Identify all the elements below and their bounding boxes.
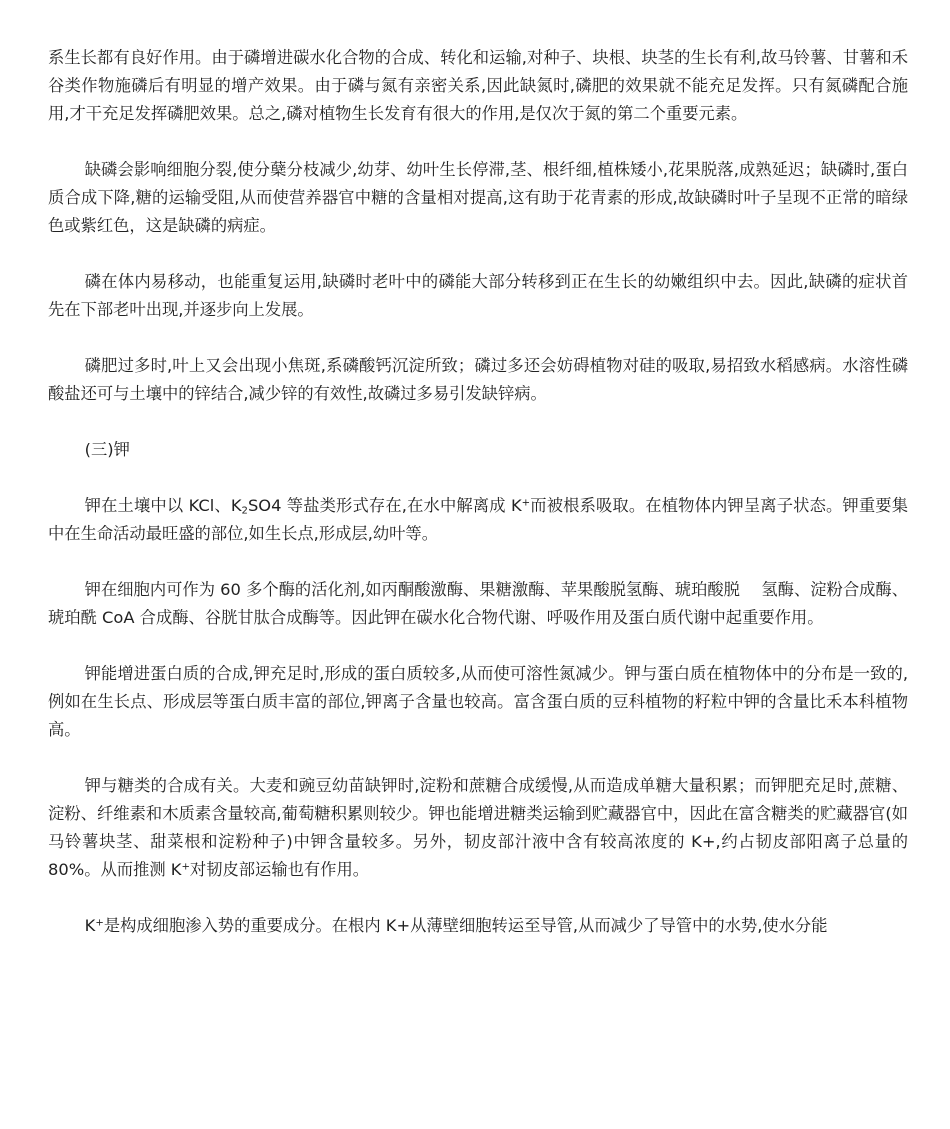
paragraph-potassium-enzymes: 钾在细胞内可作为 60 多个酶的活化剂,如丙酮酸激酶、果糖激酶、苹果酸脱氢酶、琥珀酸脱 氢酶、淀粉合成酶、琥珀酰 CoA 合成酶、谷胱甘肽合成酶等。因此钾在碳水化合物代谢、呼吸作用及蛋白质代谢中起重要作用。	[48, 580, 908, 627]
document-page	[48, 44, 908, 968]
paragraph-phosphorus-deficiency: 缺磷会影响细胞分裂,使分蘖分枝减少,幼芽、幼叶生长停滞,茎、根纤细,植株矮小,花果脱落,成熟延迟；缺磷时,蛋白质合成下降,糖的运输受阻,从而使营养器官中糖的含量相对提高,这有助于花青素的形成,故缺磷时叶子呈现不正常的暗绿色或紫红色，这是缺磷的病症。	[48, 160, 908, 235]
superscript: +	[95, 917, 104, 929]
paragraph-potassium-osmotic	[48, 912, 908, 940]
superscript: +	[521, 497, 531, 509]
paragraph-potassium-soil	[48, 492, 908, 548]
text-run: 是构成细胞渗入势的重要成分。在根内 K+从薄壁细胞转运至导管,从而减少了导管中的水势,使水分能	[103, 916, 828, 935]
paragraph-phosphorus-role: 系生长都有良好作用。由于磷增进碳水化合物的合成、转化和运输,对种子、块根、块茎的生长有利,故马铃薯、甘薯和禾谷类作物施磷后有明显的增产效果。由于磷与氮有亲密关系,因此缺氮时,磷肥的效果就不能充足发挥。只有氮磷配合施用,才干充足发挥磷肥效果。总之,磷对植物生长发育有很大的作用,是仅次于氮的第二个重要元素。	[48, 48, 908, 123]
superscript: +	[181, 861, 190, 873]
text-run: K	[84, 916, 96, 935]
text-run: 钾与糖类的合成有关。大麦和豌豆幼苗缺钾时,淀粉和蔗糖合成缓慢,从而造成单糖大量积累；而钾肥充足时,蔗糖、淀粉、纤维素和木质素含量较高,葡萄糖积累则较少。钾也能增进糖类运输到贮藏器官中，因此在富含糖类的贮藏器官(如马铃薯块茎、甜菜根和淀粉种子)中钾含量较多。另外，韧皮部汁液中含有较高浓度的 K+,约占韧皮部阳离子总量的 80%。从而推测 K	[48, 776, 908, 879]
subscript: 2	[241, 505, 248, 517]
text-run: 对韧皮部运输也有作用。	[189, 860, 370, 879]
text-run: 而被根系吸取。在植物体内钾呈离子状态。钾重要集中在生命活动最旺盛的部位,如生长点,形成层,幼叶等。	[48, 496, 908, 543]
paragraph-phosphorus-mobility: 磷在体内易移动，也能重复运用,缺磷时老叶中的磷能大部分转移到正在生长的幼嫩组织中去。因此,缺磷的症状首先在下部老叶出现,并逐步向上发展。	[48, 272, 908, 319]
paragraph-potassium-protein: 钾能增进蛋白质的合成,钾充足时,形成的蛋白质较多,从而使可溶性氮减少。钾与蛋白质在植物体中的分布是一致的,例如在生长点、形成层等蛋白质丰富的部位,钾离子含量也较高。富含蛋白质的豆科植物的籽粒中钾的含量比禾本科植物高。	[48, 664, 908, 739]
text-run: 钾在土壤中以 KCl、K	[84, 496, 242, 515]
paragraph-phosphorus-excess: 磷肥过多时,叶上又会出现小焦斑,系磷酸钙沉淀所致；磷过多还会妨碍植物对硅的吸取,易招致水稻感病。水溶性磷酸盐还可与土壤中的锌结合,减少锌的有效性,故磷过多易引发缺锌病。	[48, 356, 908, 403]
text-run: SO4 等盐类形式存在,在水中解离成 K	[247, 496, 522, 515]
paragraph-potassium-sugar	[48, 772, 908, 884]
section-heading-potassium: (三)钾	[84, 440, 130, 459]
